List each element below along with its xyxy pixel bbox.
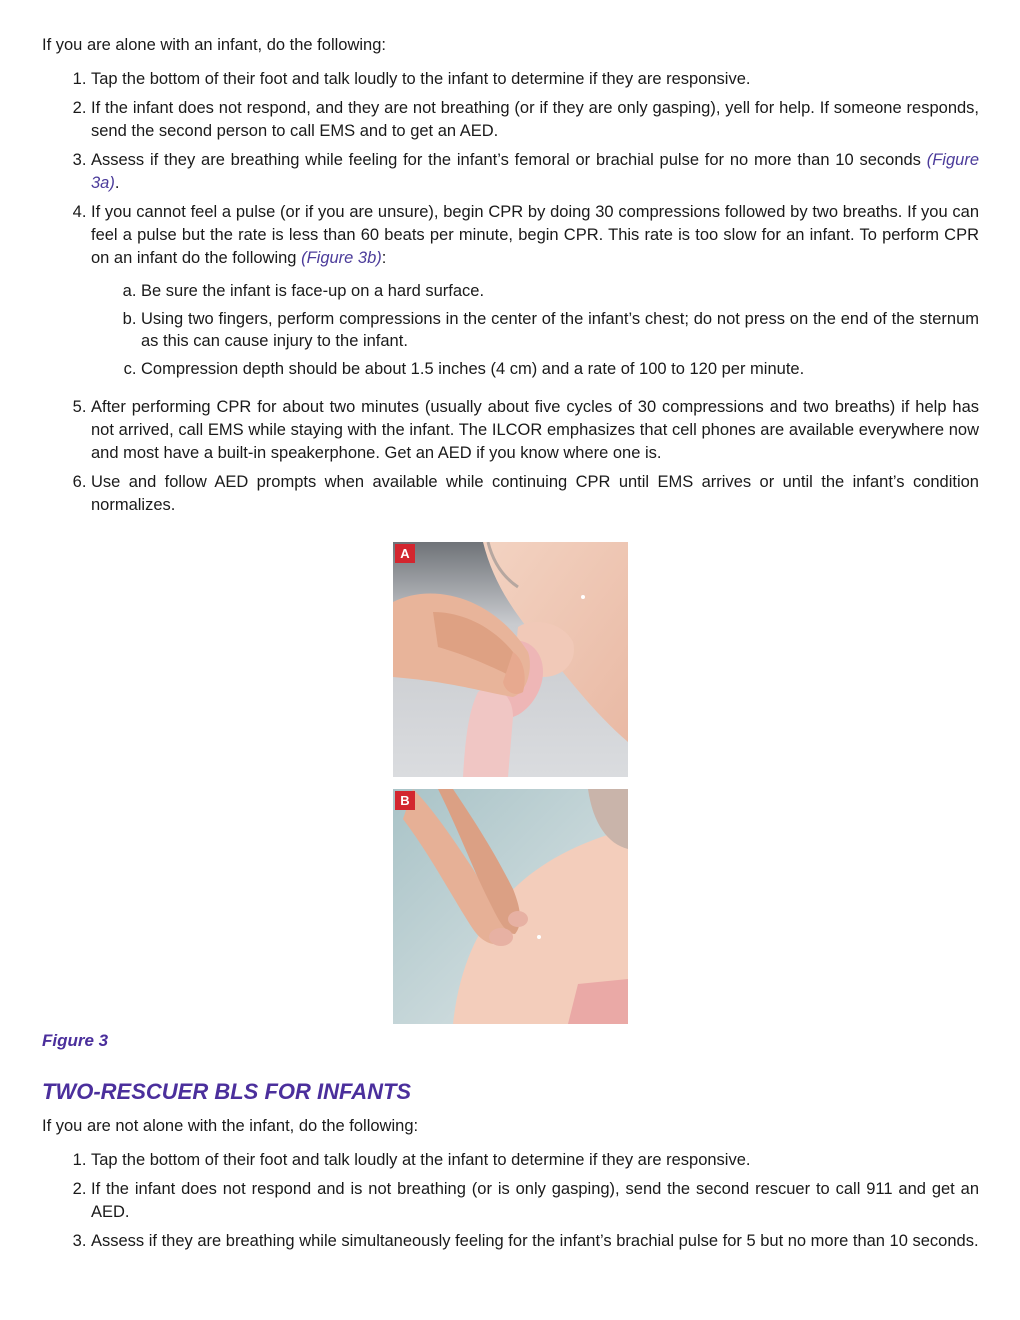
step-item xyxy=(91,201,979,380)
step-punct: : xyxy=(381,248,387,267)
step-text: Use and follow AED prompts when available while continuing CPR until EMS arrives or until the infant’s condition normalizes. xyxy=(91,472,979,514)
step-text: If you cannot feel a pulse (or if you are unsure), begin CPR by doing 30 compressions followed by two breaths. If you can feel a pulse but the rate is less than 60 beats per minute, begin CPR. This rate is too slow for an infant. To perform CPR on an infant do the following xyxy=(91,202,979,267)
instructions-section xyxy=(42,30,979,523)
substeps-list xyxy=(91,280,979,380)
figure-caption: Figure 3 xyxy=(42,1031,109,1050)
step-item: 1. Tap the bottom of their foot and talk loudly at the infant to determine if they are responsive. xyxy=(91,1149,979,1172)
figure-3a-reference[interactable]: (Figure 3a) xyxy=(91,150,979,192)
section-heading: TWO-RESCUER BLS FOR INFANTS xyxy=(42,1079,412,1104)
intro-text: If you are alone with an infant, do the following: xyxy=(42,36,386,54)
step-text: After performing CPR for about two minutes (usually about five cycles of 30 compressions and two breaths) if help has not arrived, call EMS while staying with the infant. The ILCOR emphasizes that cell phones are available everywhere now and most have a built-in speakerphone. Get an AED if you know where one is. xyxy=(91,397,979,462)
pulse-check-image xyxy=(393,542,628,777)
figure-3a-photo xyxy=(393,542,628,777)
figure-3b-photo xyxy=(393,789,628,1024)
step-item xyxy=(91,471,979,517)
steps-list xyxy=(42,68,979,517)
figure-3b-reference[interactable]: (Figure 3b) xyxy=(301,248,382,267)
step-item: 2. If the infant does not respond and is not breathing (or is only gasping), send the second rescuer to call 911 and get an AED. xyxy=(91,1178,979,1224)
substep-item: c. Compression depth should be about 1.5 inches (4 cm) and a rate of 100 to 120 per minute. xyxy=(141,358,979,380)
step-item xyxy=(91,68,979,91)
compression-illustration xyxy=(393,789,628,1024)
step-text: If the infant does not respond, and they are not breathing (or if they are only gasping), yell for help. If someone responds, send the second person to call EMS and to get an AED. xyxy=(91,98,979,140)
compression-image xyxy=(393,789,628,1024)
panel-b-label: B xyxy=(395,791,415,810)
step-item xyxy=(91,396,979,465)
step-text: Assess if they are breathing while feeling for the infant’s femoral or brachial pulse for no more than 10 seconds xyxy=(91,150,927,169)
step-item: 3. Assess if they are breathing while simultaneously feeling for the infant’s brachial pulse for 5 but no more than 10 seconds. xyxy=(91,1230,979,1253)
section-intro: If you are not alone with the infant, do the following: xyxy=(42,1117,419,1135)
substep-item: a. Be sure the infant is face-up on a hard surface. xyxy=(141,280,979,302)
step-item xyxy=(91,149,979,195)
two-rescuer-steps-list xyxy=(42,1149,979,1253)
substep-item: b. Using two fingers, perform compressions in the center of the infant’s chest; do not press on the end of the sternum as this can cause injury to the infant. xyxy=(141,308,979,352)
step-punct: . xyxy=(114,173,120,192)
step-text: Tap the bottom of their foot and talk loudly to the infant to determine if they are responsive. xyxy=(91,69,751,88)
panel-a-label: A xyxy=(395,544,415,563)
two-rescuer-section xyxy=(42,1115,979,1259)
pulse-check-illustration xyxy=(393,542,628,777)
step-item xyxy=(91,97,979,143)
